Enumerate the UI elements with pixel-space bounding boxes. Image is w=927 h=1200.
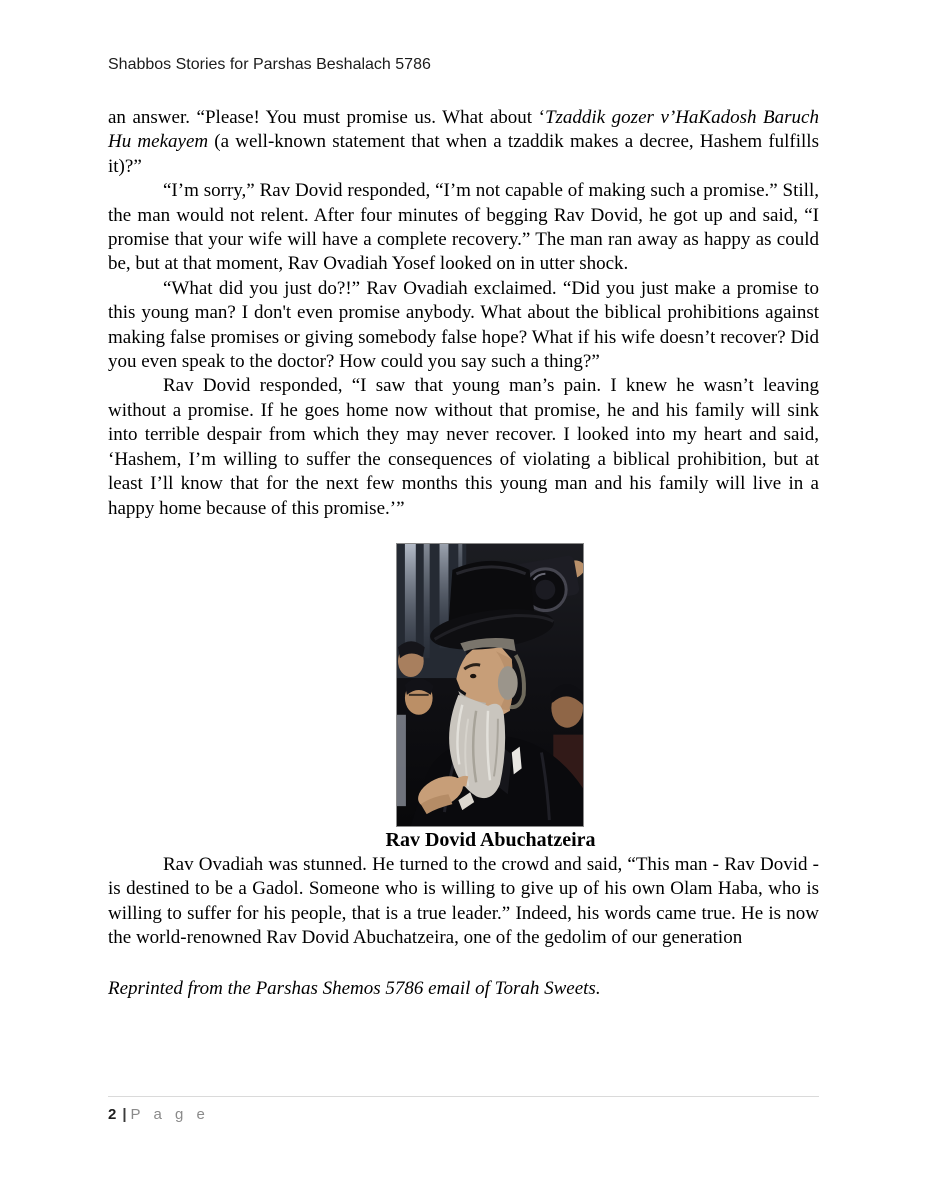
photo-figure <box>108 543 819 853</box>
text-segment: Rav Ovadiah was stunned. He turned to the crowd and said, “This man - Rav Dovid - is destined to be a Gadol. Someone who is willing to give up of his own Olam Haba, who is willing to suffer for his people, that is a true leader.” Indeed, his words came true. He is now the world-renowned Rav Dovid Abuchatzeira, one of the gedolim of our generation <box>108 853 819 949</box>
footer-separator: | <box>122 1106 127 1123</box>
story-paragraph <box>108 277 819 375</box>
text-segment: “What did you just do?!” Rav Ovadiah exclaimed. “Did you just make a promise to this young man? I don't even promise anybody. What about the biblical prohibitions against making false promises or giving somebody false hope? What if his wife doesn’t recover? Did you even speak to the doctor? How could you say such a thing?” <box>108 277 819 373</box>
text-segment: “I’m sorry,” Rav Dovid responded, “I’m not capable of making such a promise.” Still, the man would not relent. After four minutes of begging Rav Dovid, he got up and said, “I promise that your wife will have a complete recovery.” The man ran away as happy as could be, but at that moment, Rav Ovadiah Yosef looked on in utter shock. <box>108 180 819 275</box>
story-paragraph <box>108 374 819 520</box>
story-paragraphs-bottom <box>108 853 819 951</box>
photo-caption: Rav Dovid Abuchatzeira <box>385 828 596 851</box>
italic-text-segment: Tzaddik gozer v’HaKadosh Baruch Hu mekayem <box>108 107 819 153</box>
story-paragraph <box>108 106 819 179</box>
text-segment: (a well-known statement that when a tzaddik makes a decree, Hashem fulfills it)?” <box>108 131 819 177</box>
document-header <box>108 54 819 75</box>
story-paragraph <box>108 853 819 951</box>
rav-dovid-photo-illustration <box>397 544 583 826</box>
rav-dovid-photo <box>396 543 584 827</box>
reprint-note: Reprinted from the Parshas Shemos 5786 email of Torah Sweets. <box>108 977 601 999</box>
text-segment: an answer. “Please! You must promise us. What about ‘ <box>108 107 545 128</box>
footer-page-number: 2 <box>108 1106 117 1123</box>
document-footer <box>108 1096 819 1123</box>
story-paragraph <box>108 179 819 277</box>
footer-page-label: P a g e <box>130 1106 210 1123</box>
document-body <box>108 106 819 1001</box>
story-paragraphs-top <box>108 106 819 521</box>
text-segment: Rav Dovid responded, “I saw that young man’s pain. I knew he wasn’t leaving without a promise. If he goes home now without that promise, he and his family will sink into terrible despair from which they may never recover. I looked into my heart and said, ‘Hashem, I’m willing to suffer the consequences of violating a biblical prohibition, but at least I’ll know that for the next few months this young man and his family will live in a happy home because of this promise.’” <box>108 375 819 519</box>
header-title: Shabbos Stories for Parshas Beshalach 5786 <box>108 56 431 73</box>
